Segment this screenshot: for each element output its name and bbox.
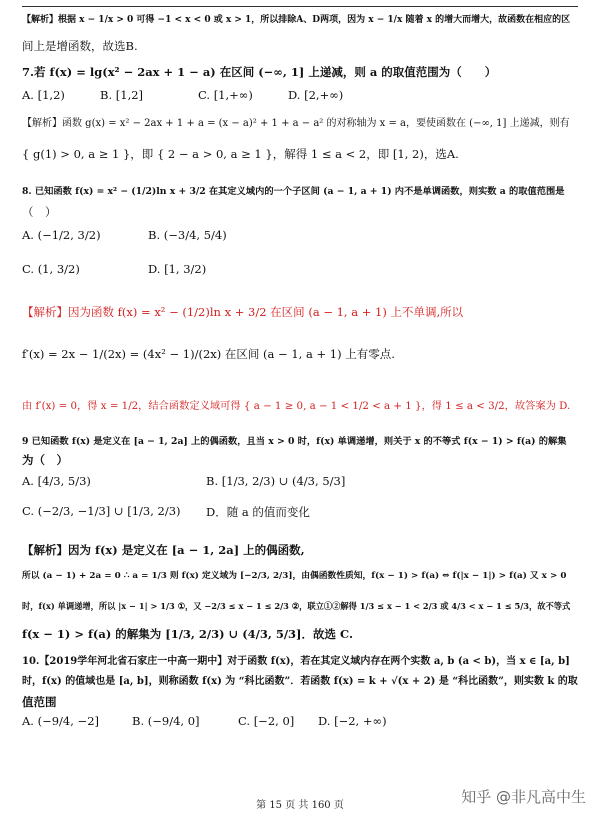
watermark: 知乎 @非凡高中生 [461, 788, 586, 806]
top-rule [22, 6, 578, 7]
q8-option-b: B. (−3/4, 5/4) [148, 228, 227, 242]
q8-analysis-line3: 由 f′(x) = 0，得 x = 1/2，结合函数定义域可得 { a − 1 ≥ 0, a − 1 < 1/2 < a + 1 }，得 1 ≤ a < 3/2，故答案为 D. [22, 400, 571, 412]
q10-stem-line2: 时，f(x) 的值域也是 [a, b]，则称函数 f(x) 为 “科比函数”．若函数 f(x) = k + √(x + 2) 是 “科比函数”，则实数 k 的取 [22, 676, 578, 687]
q10-stem-line3: 值范围 [22, 695, 57, 709]
q7-analysis-line1: 【解析】函数 g(x) = x² − 2ax + 1 + a = (x − a)² + 1 + a − a² 的对称轴为 x = a，要使函数在 (−∞, 1] 上递减，则有 [22, 118, 570, 129]
q9-analysis-line2: 所以 (a − 1) + 2a = 0 ∴ a = 1/3 则 f(x) 定义域为 [−2/3, 2/3]，由偶函数性质知，f(x − 1) > f(a) ⇔ f(|x − 1|) > f(a) 又 x > 0 [22, 571, 567, 581]
q10-option-a: A. (−9/4, −2] [22, 714, 99, 728]
q7-option-a: A. [1,2) [22, 88, 65, 102]
q8-analysis-line2: f′(x) = 2x − 1/(2x) = (4x² − 1)/(2x) 在区间 (a − 1, a + 1) 上有零点. [22, 347, 395, 361]
q6-analysis-line1: 【解析】根据 x − 1/x > 0 可得 −1 < x < 0 或 x > 1，所以排除A、D两项，因为 x − 1/x 随着 x 的增大而增大，故函数在相应的区 [22, 15, 571, 25]
page-footer: 第 15 页 共 160 页 [256, 800, 344, 811]
q10-option-b: B. (−9/4, 0] [132, 714, 200, 728]
q9-option-d: D．随 a 的值而变化 [206, 505, 310, 519]
q8-option-c: C. (1, 3/2) [22, 262, 80, 276]
q10-option-d: D. [−2, +∞) [318, 714, 387, 728]
q9-stem-bracket: 为（ ） [22, 453, 68, 467]
q7-option-c: C. [1,+∞) [198, 88, 253, 102]
q9-option-c: C. (−2/3, −1/3] ∪ [1/3, 2/3) [22, 504, 181, 518]
q9-option-a: A. [4/3, 5/3) [22, 474, 91, 488]
q8-option-a: A. (−1/2, 3/2) [22, 228, 101, 242]
q8-option-d: D. [1, 3/2) [148, 262, 207, 276]
q9-analysis-line1: 【解析】因为 f(x) 是定义在 [a − 1, 2a] 上的偶函数, [22, 543, 305, 557]
q10-option-c: C. [−2, 0] [238, 714, 295, 728]
q6-analysis-line2: 间上是增函数，故选B. [22, 39, 138, 53]
q7-option-b: B. [1,2] [100, 88, 144, 102]
q9-analysis-line3: 时，f(x) 单调递增，所以 |x − 1| > 1/3 ①，又 −2/3 ≤ x − 1 ≤ 2/3 ②，联立①②解得 1/3 ≤ x − 1 < 2/3 或 4/3 < x − 1 ≤ 5/3，故不等式 [22, 601, 571, 611]
q9-stem: 9 已知函数 f(x) 是定义在 [a − 1, 2a] 上的偶函数，且当 x > 0 时，f(x) 单调递增，则关于 x 的不等式 f(x − 1) > f(a) 的解集 [22, 436, 567, 447]
q9-option-b: B. [1/3, 2/3) ∪ (4/3, 5/3] [206, 474, 346, 488]
q7-stem: 7.若 f(x) = lg(x² − 2ax + 1 − a) 在区间 (−∞, 1] 上递减，则 a 的取值范围为（ ） [22, 65, 497, 79]
q8-stem-bracket: （ ） [22, 205, 57, 219]
q9-analysis-line4: f(x − 1) > f(a) 的解集为 [1/3, 2/3) ∪ (4/3, 5/3]．故选 C. [22, 627, 353, 641]
q8-analysis-line1: 【解析】因为函数 f(x) = x² − (1/2)ln x + 3/2 在区间 (a − 1, a + 1) 上不单调,所以 [22, 305, 464, 319]
q8-stem: 8. 已知函数 f(x) = x² − (1/2)ln x + 3/2 在其定义域内的一个子区间 (a − 1, a + 1) 内不是单调函数，则实数 a 的取值范围是 [22, 186, 565, 197]
q7-option-d: D. [2,+∞) [288, 88, 344, 102]
q10-stem-line1: 10.【2019学年河北省石家庄一中高一期中】对于函数 f(x)，若在其定义域内存在两个实数 a, b (a < b)，当 x ∈ [a, b] [22, 656, 570, 667]
q7-analysis-line2: { g(1) > 0, a ≥ 1 }，即 { 2 − a > 0, a ≥ 1 }，解得 1 ≤ a < 2，即 [1, 2)，选A. [22, 147, 459, 161]
